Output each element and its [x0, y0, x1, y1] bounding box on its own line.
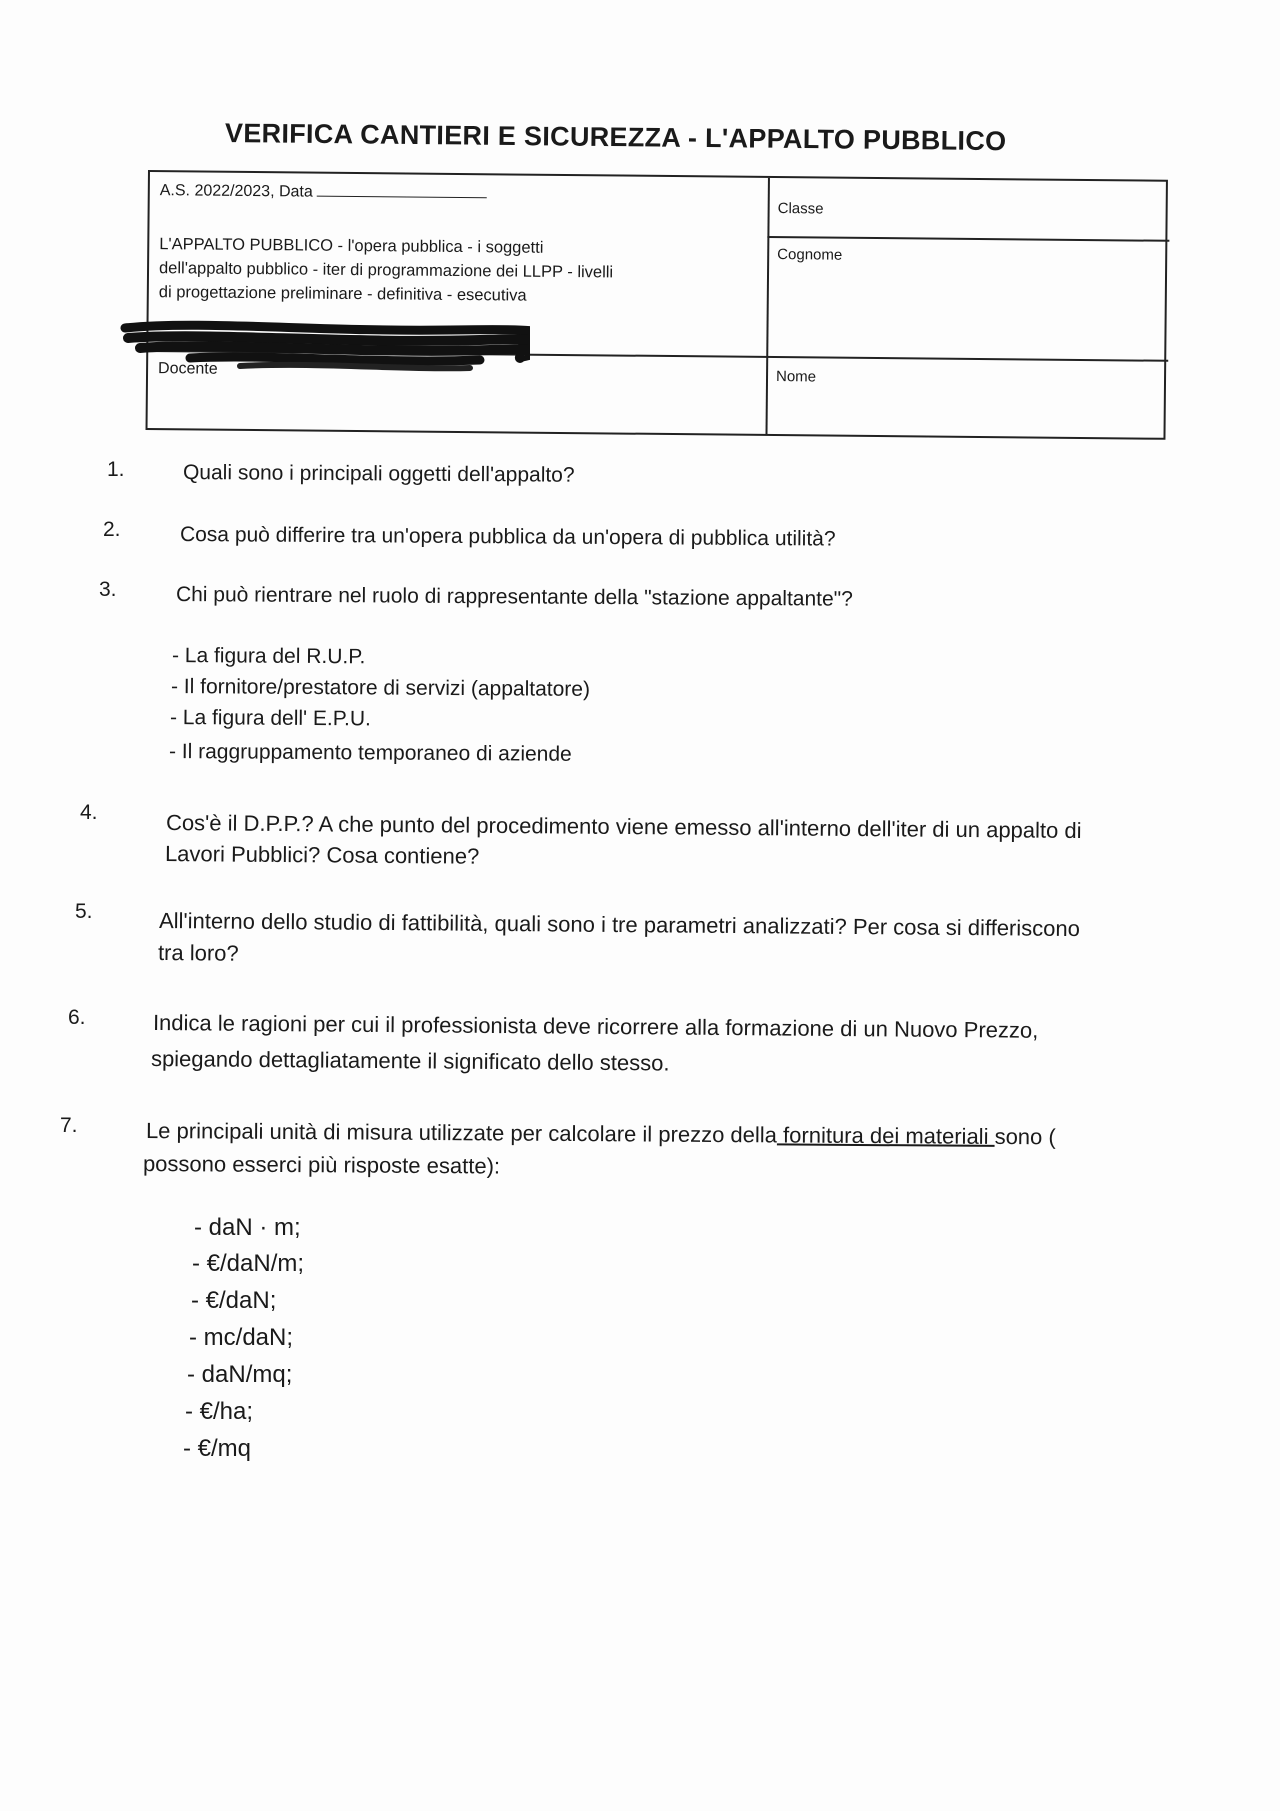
redaction-scribble	[120, 318, 530, 378]
topic-line: di progettazione preliminare - definitiva - esecutiva	[158, 283, 527, 305]
topic-description	[159, 232, 614, 308]
answer-option: - €/daN;	[191, 1287, 277, 1314]
question-text: tra loro?	[157, 940, 239, 966]
answer-option: - La figura del R.U.P.	[171, 644, 366, 669]
question-number: 4.	[80, 801, 98, 824]
topic-line: L'APPALTO PUBBLICO - l'opera pubblica - i soggetti	[159, 235, 544, 257]
question-text: Lavori Pubblici? Cosa contiene?	[164, 841, 480, 869]
answer-option: - daN · m;	[194, 1214, 301, 1241]
answer-option: - Il fornitore/prestatore di servizi (appaltatore)	[170, 675, 591, 701]
answer-option: - €/mq	[183, 1435, 252, 1462]
question-text-part: Le principali unità di misura utilizzate per calcolare il prezzo della	[145, 1118, 778, 1148]
question-text	[146, 1116, 1056, 1152]
page-title: VERIFICA CANTIERI E SICUREZZA - L'APPALTO PUBBLICO	[224, 118, 1007, 157]
answer-option: - Il raggruppamento temporaneo di aziende	[168, 740, 572, 766]
header-table	[146, 170, 1168, 440]
answer-option: - La figura dell' E.P.U.	[169, 706, 371, 731]
table-divider	[767, 236, 1169, 242]
question-number: 7.	[60, 1114, 78, 1137]
table-divider	[765, 178, 769, 434]
answer-option: - mc/daN;	[189, 1324, 294, 1351]
answer-option: - €/ha;	[185, 1398, 254, 1425]
question-number: 1.	[107, 458, 125, 481]
question-text: Indica le ragioni per cui il professionista deve ricorrere alla formazione di un Nuovo Prezzo,	[152, 1010, 1039, 1043]
date-field[interactable]	[317, 182, 487, 199]
topic-line: dell'appalto pubblico - iter di programmazione dei LLPP - livelli	[158, 259, 614, 282]
question-text-part: sono (	[994, 1123, 1056, 1150]
question-text: spiegando dettagliatamente il significato dello stesso.	[150, 1046, 670, 1076]
nome-label: Nome	[775, 368, 817, 386]
question-number: 3.	[99, 578, 117, 601]
question-number: 2.	[103, 518, 121, 541]
classe-label: Classe	[777, 200, 824, 218]
question-number: 6.	[68, 1006, 86, 1029]
question-text: All'interno dello studio di fattibilità, quali sono i tre parametri analizzati? Per cosa si differiscono	[158, 908, 1081, 942]
question-text: Cos'è il D.P.P.? A che punto del procedimento viene emesso all'interno dell'iter di un appalto di	[165, 810, 1082, 843]
docente-label: Docente	[158, 360, 218, 378]
question-number: 5.	[75, 900, 93, 923]
answer-option: - daN/mq;	[187, 1361, 293, 1388]
underlined-phrase: fornitura dei materiali	[776, 1122, 995, 1149]
school-year-label: A.S. 2022/2023, Data	[159, 182, 313, 201]
question-text: Cosa può differire tra un'opera pubblica da un'opera di pubblica utilità?	[179, 523, 836, 551]
question-text: Chi può rientrare nel ruolo di rappresentante della "stazione appaltante"?	[175, 583, 853, 611]
question-text: possono esserci più risposte esatte):	[142, 1151, 501, 1179]
cognome-label: Cognome	[777, 246, 843, 264]
question-text: Quali sono i principali oggetti dell'appalto?	[182, 461, 575, 487]
answer-option: - €/daN/m;	[192, 1250, 305, 1277]
school-year-date	[160, 180, 487, 205]
